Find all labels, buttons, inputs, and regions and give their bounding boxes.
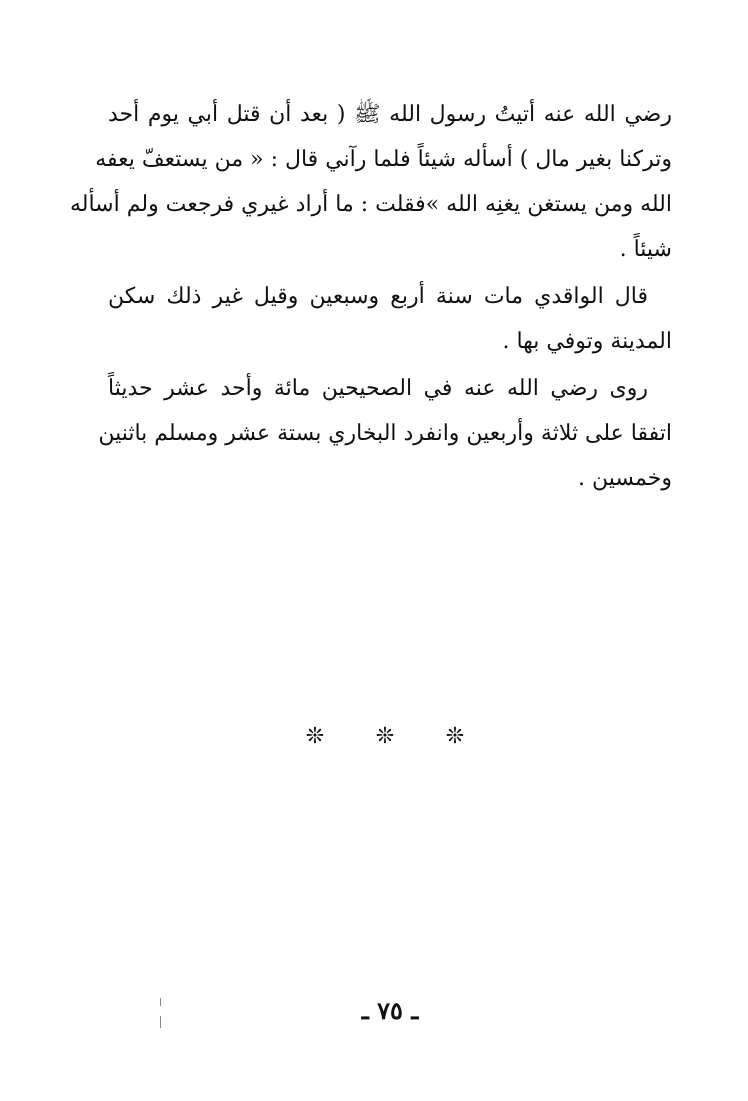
paragraph-2: [108, 274, 672, 364]
text-line: وتركنا بغير مال ) أسأله شيئاً فلما رآني قال : « من يستعفّ يعفه: [95, 147, 672, 172]
paragraph-1: [69, 92, 672, 272]
text-line: المدينة وتوفي بها .: [502, 329, 672, 354]
ornament-icon: ❊: [375, 724, 395, 749]
main-text: [69, 92, 672, 501]
text-line: شيئاً .: [619, 237, 672, 262]
text-line: الله ومن يستغن يغنِه الله »فقلت : ما أراد غيري فرجعت ولم أسأله: [69, 192, 672, 217]
margin-mark: [160, 998, 161, 1006]
text-line: روى رضي الله عنه في الصحيحين مائة وأحد عشر حديثاً: [108, 376, 649, 401]
text-line: وخمسين .: [578, 466, 672, 491]
section-divider: [300, 724, 470, 749]
ornament-icon: ❊: [305, 724, 325, 749]
paragraph-3: [98, 366, 672, 501]
ornament-icon: ❊: [445, 724, 465, 749]
margin-mark: [160, 1016, 161, 1028]
text-line: قال الواقدي مات سنة أربع وسبعين وقيل غير ذلك سكن: [108, 284, 648, 309]
page-number: ـ ٧٥ ـ: [361, 996, 419, 1025]
text-line: اتفقا على ثلاثة وأربعين وانفرد البخاري بستة عشر ومسلم باثنين: [98, 421, 672, 446]
text-line: رضي الله عنه أتيتُ رسول الله ﷺ ( بعد أن قتل أبي يوم أحد: [108, 102, 672, 127]
